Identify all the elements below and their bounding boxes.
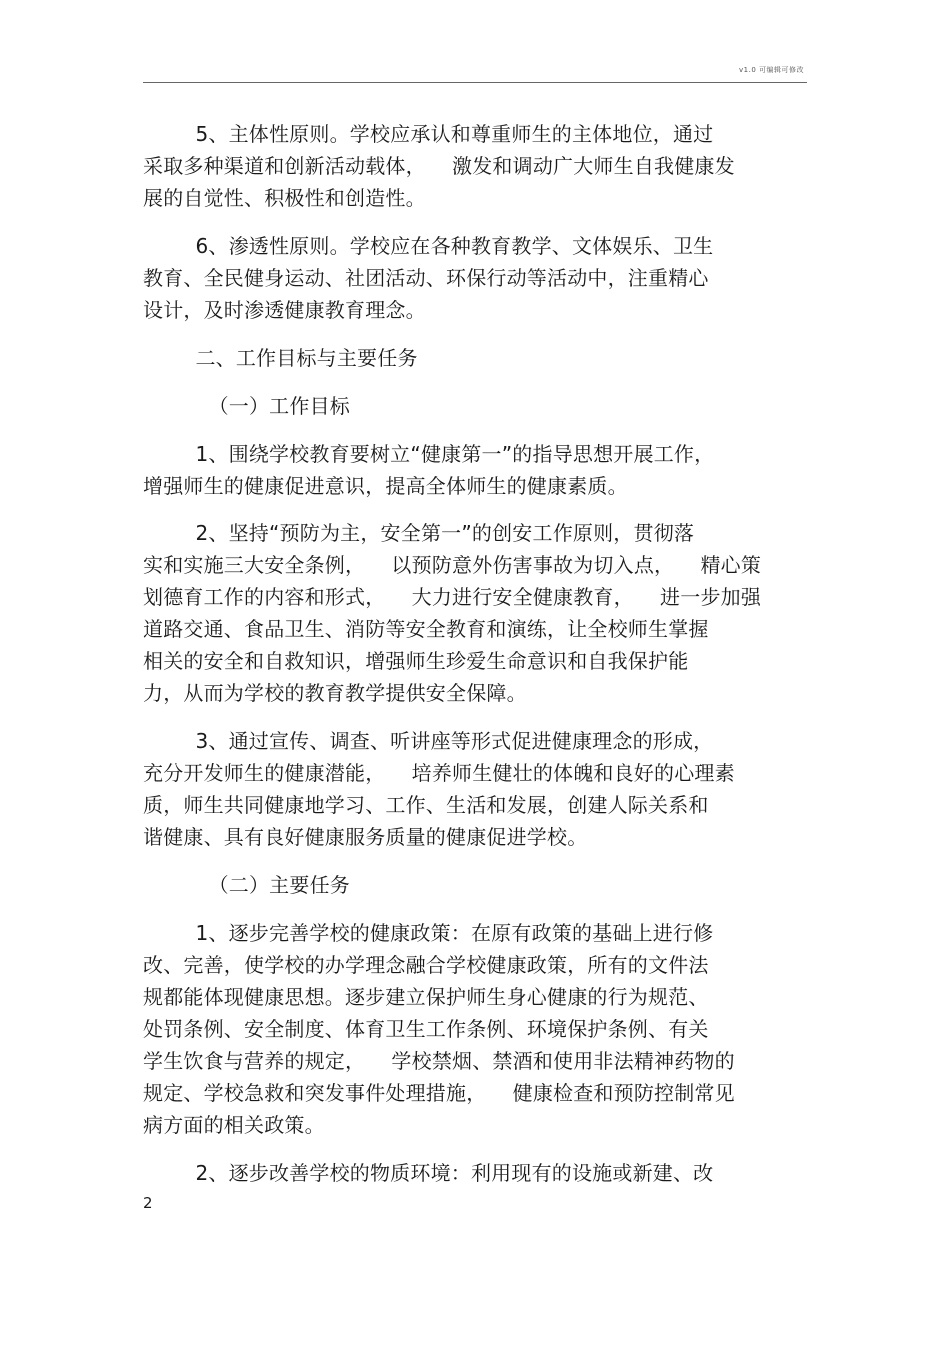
text-line: 实和实施三大安全条例， 以预防意外伤害事故为切入点， 精心策 [143, 553, 762, 577]
header-divider [143, 82, 807, 83]
text-line: 规都能体现健康思想。逐步建立保护师生身心健康的行为规范、 [143, 985, 709, 1009]
text-line: 学生饮食与营养的规定， 学校禁烟、禁酒和使用非法精神药物的 [143, 1049, 735, 1073]
text-line: 相关的安全和自救知识，增强师生珍爱生命意识和自我保护能 [143, 649, 689, 673]
text-line: 1、围绕学校教育要树立“健康第一”的指导思想开展工作， [143, 442, 715, 466]
text-line: 5、主体性原则。学校应承认和尊重师生的主体地位，通过 [143, 122, 714, 146]
text-line: 采取多种渠道和创新活动载体， 激发和调动广大师生自我健康发 [143, 154, 735, 178]
text-line: 1、逐步完善学校的健康政策：在原有政策的基础上进行修 [143, 921, 714, 945]
text-line: 充分开发师生的健康潜能， 培养师生健壮的体魄和良好的心理素 [143, 761, 735, 785]
text-line: 2、坚持“预防为主，安全第一”的创安工作原则，贯彻落 [143, 521, 695, 545]
text-line: 谐健康、具有良好健康服务质量的健康促进学校。 [143, 825, 588, 849]
text-line: 道路交通、食品卫生、消防等安全教育和演练，让全校师生掌握 [143, 617, 709, 641]
text-line: 质，师生共同健康地学习、工作、生活和发展，创建人际关系和 [143, 793, 709, 817]
subsection-heading: （一）工作目标 [143, 394, 350, 418]
section-heading: 二、工作目标与主要任务 [143, 346, 418, 370]
text-line: 规定、学校急救和突发事件处理措施， 健康检查和预防控制常见 [143, 1081, 735, 1105]
text-line: 展的自觉性、积极性和创造性。 [143, 186, 426, 210]
text-line: 改、完善，使学校的办学理念融合学校健康政策，所有的文件法 [143, 953, 709, 977]
text-line: 力，从而为学校的教育教学提供安全保障。 [143, 681, 527, 705]
text-line: 增强师生的健康促进意识，提高全体师生的健康素质。 [143, 474, 628, 498]
header-version-text: v1.0 可编辑可修改 [739, 66, 804, 74]
text-line: 2、逐步改善学校的物质环境：利用现有的设施或新建、改 [143, 1161, 714, 1185]
subsection-heading: （二）主要任务 [143, 873, 350, 897]
text-line: 划德育工作的内容和形式， 大力进行安全健康教育， 进一步加强 [143, 585, 762, 609]
page-number: 2 [143, 1194, 153, 1212]
text-line: 处罚条例、安全制度、体育卫生工作条例、环境保护条例、有关 [143, 1017, 709, 1041]
text-line: 设计，及时渗透健康教育理念。 [143, 298, 426, 322]
text-line: 教育、全民健身运动、社团活动、环保行动等活动中，注重精心 [143, 266, 709, 290]
text-line: 3、通过宣传、调查、听讲座等形式促进健康理念的形成， [143, 729, 714, 753]
text-line: 6、渗透性原则。学校应在各种教育教学、文体娱乐、卫生 [143, 234, 714, 258]
text-line: 病方面的相关政策。 [143, 1113, 325, 1137]
